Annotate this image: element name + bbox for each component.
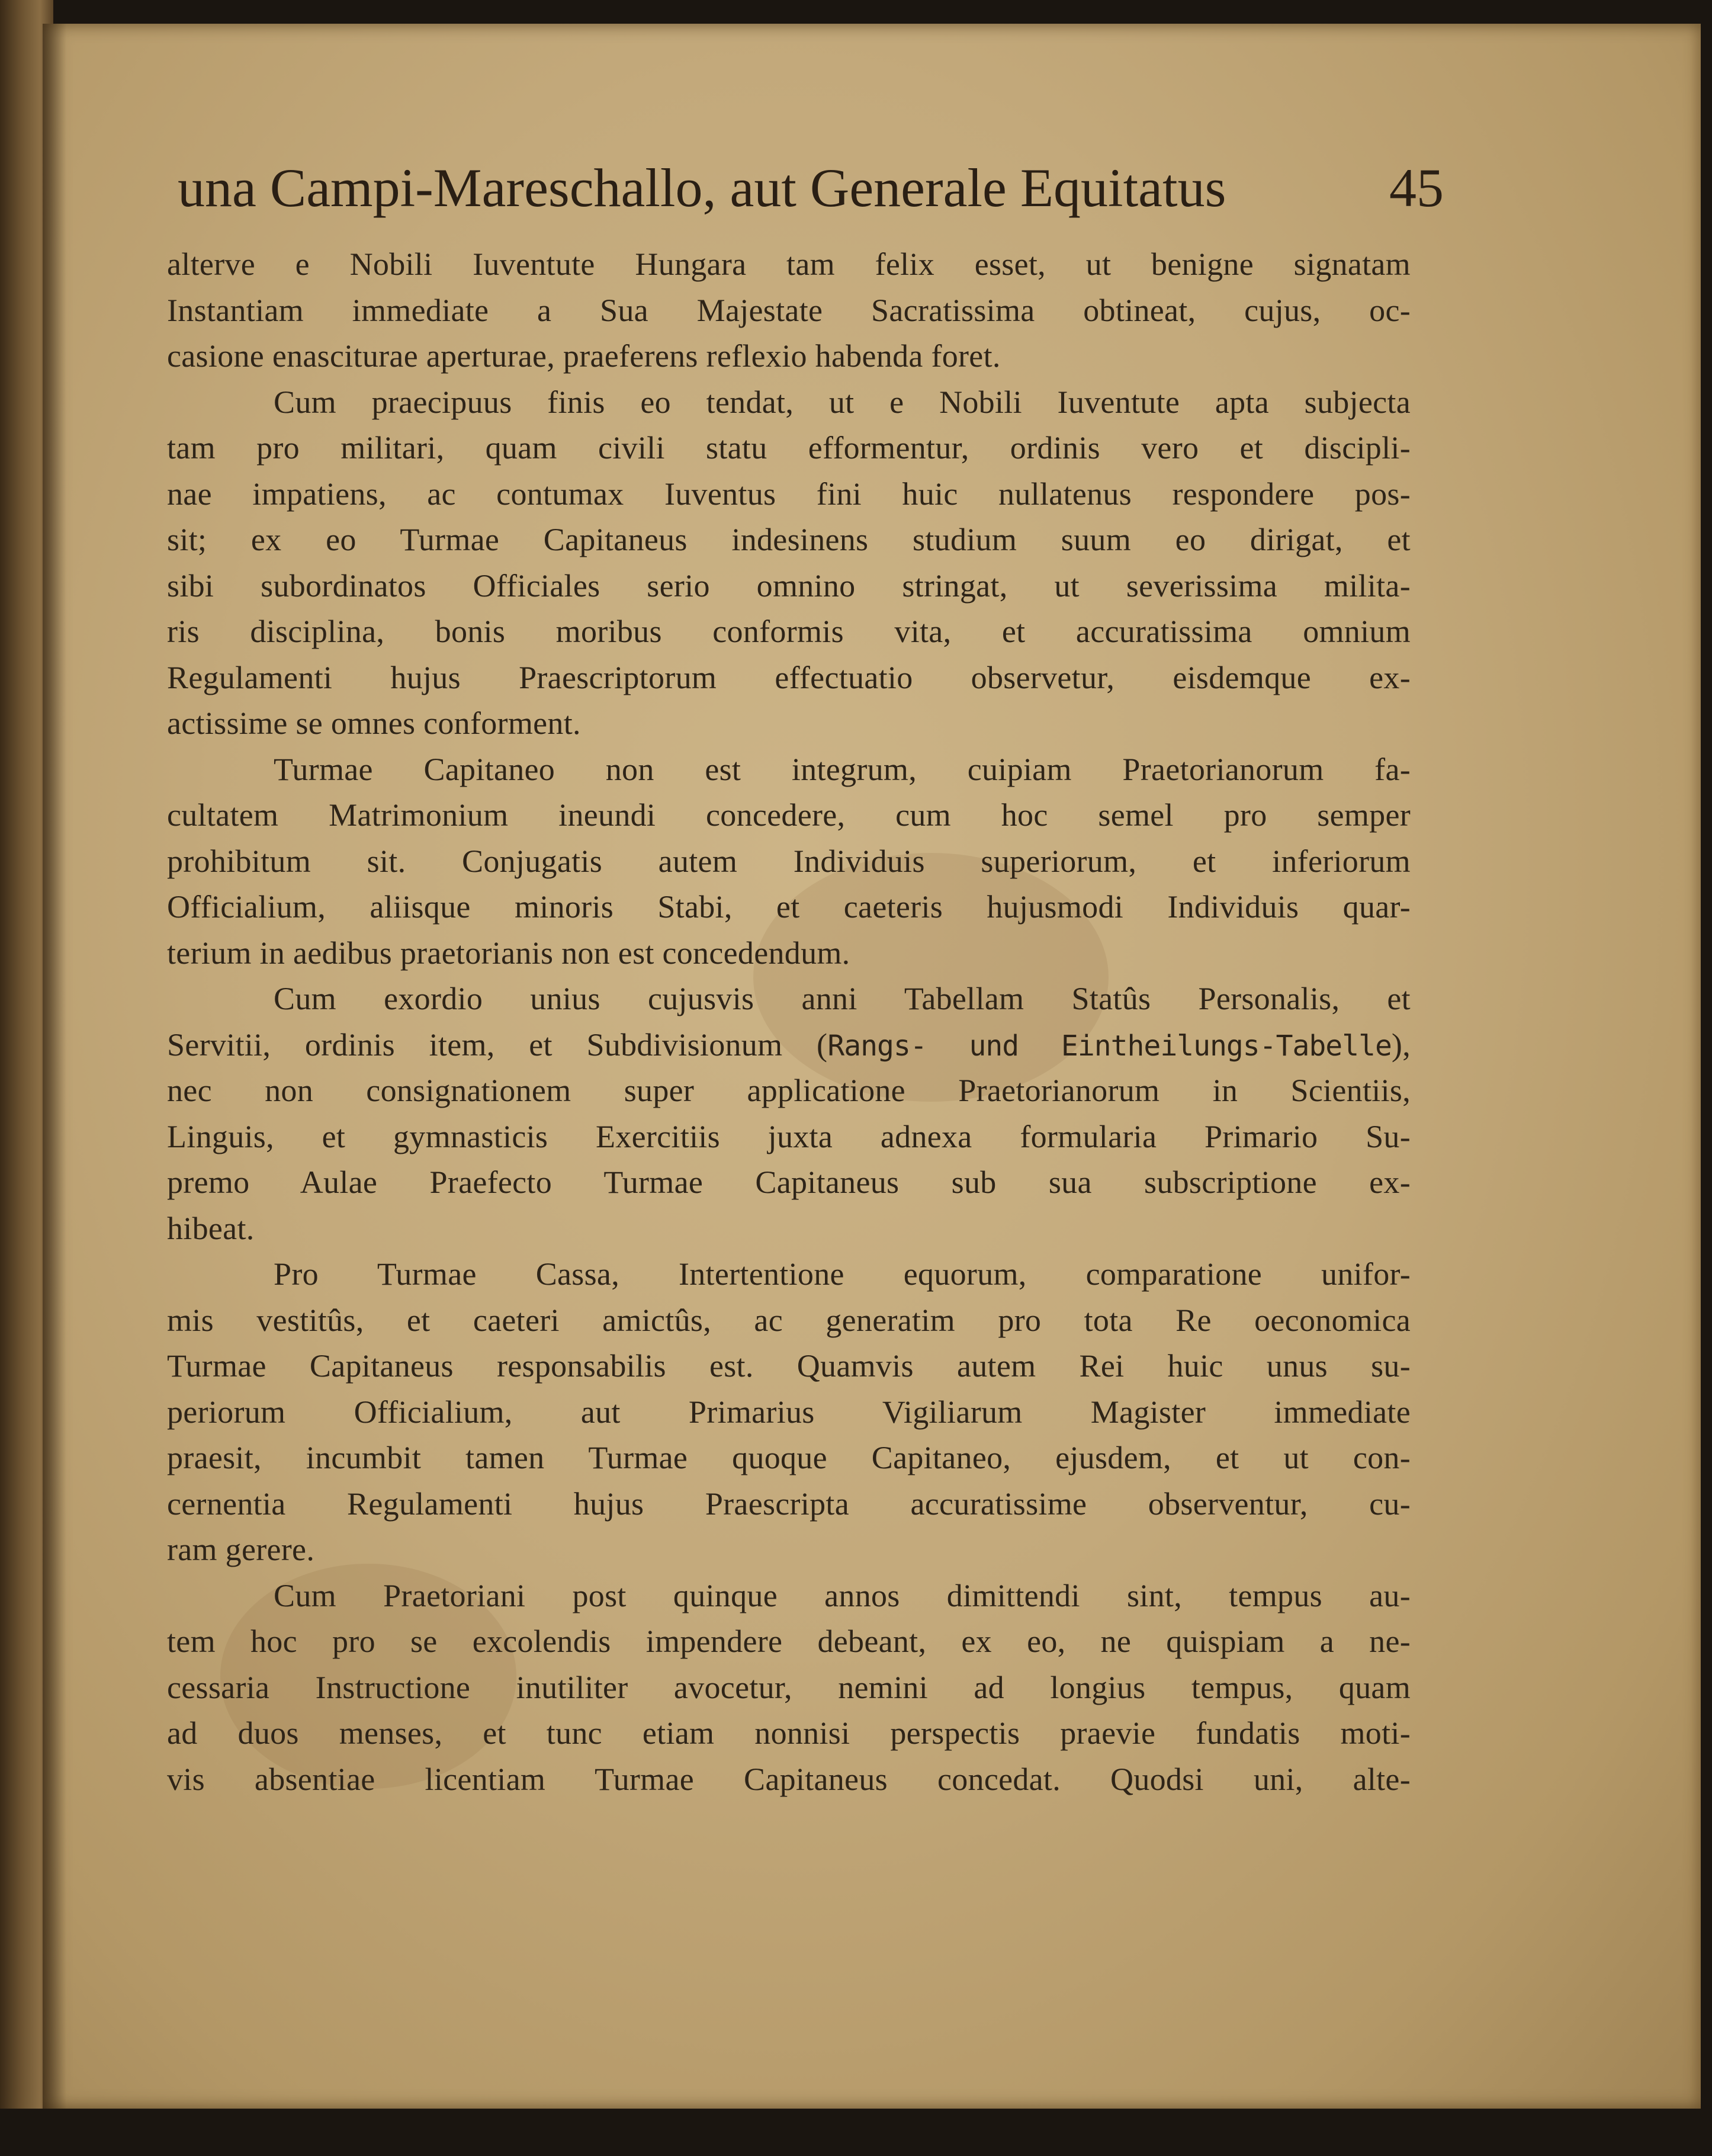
- text-line: prohibitum sit. Conjugatis autem Individuis superiorum, et inferiorum: [167, 843, 1411, 879]
- gutter-shadow: [43, 24, 66, 2109]
- text-line: nec non consignationem super applicatione Praetorianorum in Scientiis,: [167, 1073, 1411, 1108]
- text-line: Linguis, et gymnasticis Exercitiis juxta adnexa formularia Primario Su-: [167, 1118, 1411, 1154]
- text-segment: Servitii, ordinis item, et Subdivisionum (: [167, 1026, 828, 1063]
- text-line: hibeat.: [167, 1210, 255, 1246]
- text-line: sit; ex eo Turmae Capitaneus indesinens studium suum eo dirigat, et: [167, 522, 1411, 557]
- text-line: vis absentiae licentiam Turmae Capitaneus concedat. Quodsi uni, alte-: [167, 1761, 1411, 1797]
- text-line: Regulamenti hujus Praescriptorum effectuatio observetur, eisdemque ex-: [167, 659, 1411, 695]
- text-line: mis vestitûs, et caeteri amictûs, ac generatim pro tota Re oeconomica: [167, 1302, 1411, 1338]
- text-line: periorum Officialium, aut Primarius Vigiliarum Magister immediate: [167, 1394, 1411, 1430]
- blackletter-phrase: Rangs- und Eintheilungs-Tabelle: [827, 1029, 1392, 1063]
- text-line: Turmae Capitaneus responsabilis est. Quamvis autem Rei huic unus su-: [167, 1348, 1411, 1384]
- text-line: Cum exordio unius cujusvis anni Tabellam Statûs Personalis, et: [274, 981, 1411, 1016]
- text-line: terium in aedibus praetorianis non est concedendum.: [167, 935, 850, 971]
- running-head: una Campi-Mareschallo, aut Generale Equitatus: [178, 158, 1226, 218]
- text-line: tem hoc pro se excolendis impendere debeant, ex eo, ne quispiam a ne-: [167, 1624, 1411, 1659]
- text-line: casione enasciturae aperturae, praeferens reflexio habenda foret.: [167, 338, 1001, 374]
- text-line: praesit, incumbit tamen Turmae quoque Capitaneo, ejusdem, et ut con-: [167, 1440, 1411, 1475]
- text-line: Officialium, aliisque minoris Stabi, et caeteris hujusmodi Individuis quar-: [167, 889, 1411, 925]
- text-line: Pro Turmae Cassa, Intertentione equorum, comparatione unifor-: [274, 1256, 1411, 1292]
- text-segment: ),: [1391, 1026, 1411, 1063]
- text-line: alterve e Nobili Iuventute Hungara tam felix esset, ut benigne signatam: [167, 246, 1411, 282]
- text-line: ris disciplina, bonis moribus conformis vita, et accuratissima omnium: [167, 614, 1411, 649]
- text-line: cernentia Regulamenti hujus Praescripta accuratissime observentur, cu-: [167, 1486, 1411, 1522]
- body-text: [167, 242, 1411, 1802]
- text-line: Instantiam immediate a Sua Majestate Sacratissima obtineat, cujus, oc-: [167, 292, 1411, 328]
- page-number: 45: [1389, 158, 1444, 218]
- text-line: cultatem Matrimonium ineundi concedere, cum hoc semel pro semper: [167, 797, 1411, 833]
- text-line: Turmae Capitaneo non est integrum, cuipiam Praetorianorum fa-: [274, 751, 1411, 787]
- text-line: premo Aulae Praefecto Turmae Capitaneus sub sua subscriptione ex-: [167, 1164, 1411, 1200]
- text-line: Cum Praetoriani post quinque annos dimittendi sint, tempus au-: [274, 1577, 1411, 1613]
- text-line: tam pro militari, quam civili statu efformentur, ordinis vero et discipli-: [167, 430, 1411, 466]
- text-line: actissime se omnes conforment.: [167, 705, 581, 741]
- text-line: sibi subordinatos Officiales serio omnino stringat, ut severissima milita-: [167, 567, 1411, 604]
- text-line: cessaria Instructione inutiliter avocetur, nemini ad longius tempus, quam: [167, 1669, 1411, 1705]
- text-line: ad duos menses, et tunc etiam nonnisi perspectis praevie fundatis moti-: [167, 1715, 1411, 1751]
- text-line: nae impatiens, ac contumax Iuventus fini huic nullatenus respondere pos-: [167, 476, 1411, 512]
- text-line: ram gerere.: [167, 1532, 315, 1567]
- text-line-mixed: [167, 1022, 1411, 1069]
- text-line: Cum praecipuus finis eo tendat, ut e Nobili Iuventute apta subjecta: [274, 384, 1411, 420]
